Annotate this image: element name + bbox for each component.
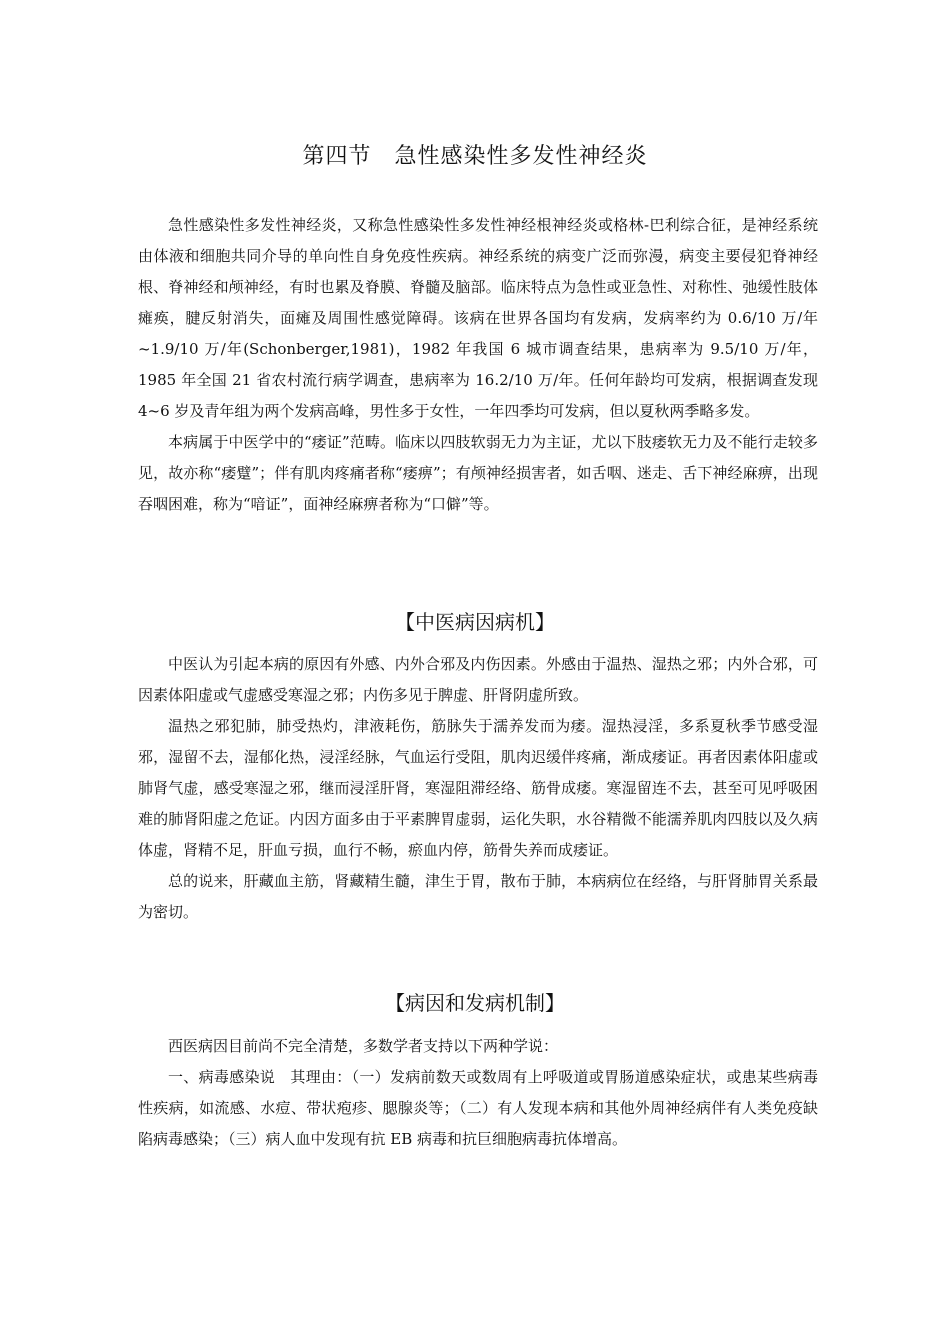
paragraph: 急性感染性多发性神经炎，又称急性感染性多发性神经根神经炎或格林-巴利综合征，是神经系统由体液和细胞共同介导的单向性自身免疫性疾病。神经系统的病变广泛而弥漫，病变主要侵犯脊神经根、脊神经和颅神经，有时也累及脊膜、脊髓及脑部。临床特点为急性或亚急性、对称性、弛缓性肢体瘫痪，腱反射消失，面瘫及周围性感觉障碍。该病在世界各国均有发病，发病率约为 0.6/10 万/年~1.9/10 万/年(Schonberger,1981)，1982 年我国 6 城市调查结果，患病率为 9.5/10 万/年，1985 年全国 21 省农村流行病学调查，患病率为 16.2/10 万/年。任何年龄均可发病，根据调查发现 4~6 岁及青年组为两个发病高峰，男性多于女性，一年四季均可发病，但以夏秋两季略多发。 [138,216,818,420]
paragraph: 温热之邪犯肺，肺受热灼，津液耗伤，筋脉失于濡养发而为痿。湿热浸淫，多系夏秋季节感受湿邪，湿留不去，湿郁化热，浸淫经脉，气血运行受阻，肌肉迟缓伴疼痛，渐成痿证。再者因素体阳虚或肺肾气虚，感受寒湿之邪，继而浸淫肝肾，寒湿阻滞经络、筋骨成痿。寒湿留连不去，甚至可见呼吸困难的肺肾阳虚之危证。内因方面多由于平素脾胃虚弱，运化失职，水谷精微不能濡养肌肉四肢以及久病体虚，肾精不足，肝血亏损，血行不畅，瘀血内停，筋骨失养而成痿证。 [138,717,818,859]
section-heading-tcm-etiology: 【中医病因病机】 [395,610,555,634]
paragraph: 一、病毒感染说 其理由：（一）发病前数天或数周有上呼吸道或胃肠道感染症状，或患某些病毒性疾病，如流感、水痘、带状疱疹、腮腺炎等；（二）有人发现本病和其他外周神经病伴有人类免疫缺陷病毒感染；（三）病人血中发现有抗 EB 病毒和抗巨细胞病毒抗体增高。 [138,1068,818,1148]
intro-section [138,210,818,520]
paragraph: 西医病因目前尚不完全清楚，多数学者支持以下两种学说： [168,1037,559,1055]
section-heading-etiology-pathogenesis: 【病因和发病机制】 [385,991,565,1015]
paragraph: 总的说来，肝藏血主筋，肾藏精生髓，津生于胃，散布于肺，本病病位在经络，与肝肾肺胃关系最为密切。 [138,872,818,921]
tcm-etiology-section [138,649,818,928]
paragraph: 中医认为引起本病的原因有外感、内外合邪及内伤因素。外感由于温热、湿热之邪；内外合邪，可因素体阳虚或气虚感受寒湿之邪；内伤多见于脾虚、肝肾阴虚所致。 [138,655,818,704]
page-title: 第四节 急性感染性多发性神经炎 [302,144,648,169]
paragraph: 本病属于中医学中的“痿证”范畴。临床以四肢软弱无力为主证，尤以下肢痿软无力及不能行走较多见，故亦称“痿躄”；伴有肌肉疼痛者称“痿痹”；有颅神经损害者，如舌咽、迷走、舌下神经麻痹，出现吞咽困难，称为“喑证”，面神经麻痹者称为“口僻”等。 [138,433,818,513]
etiology-pathogenesis-section [138,1031,818,1155]
